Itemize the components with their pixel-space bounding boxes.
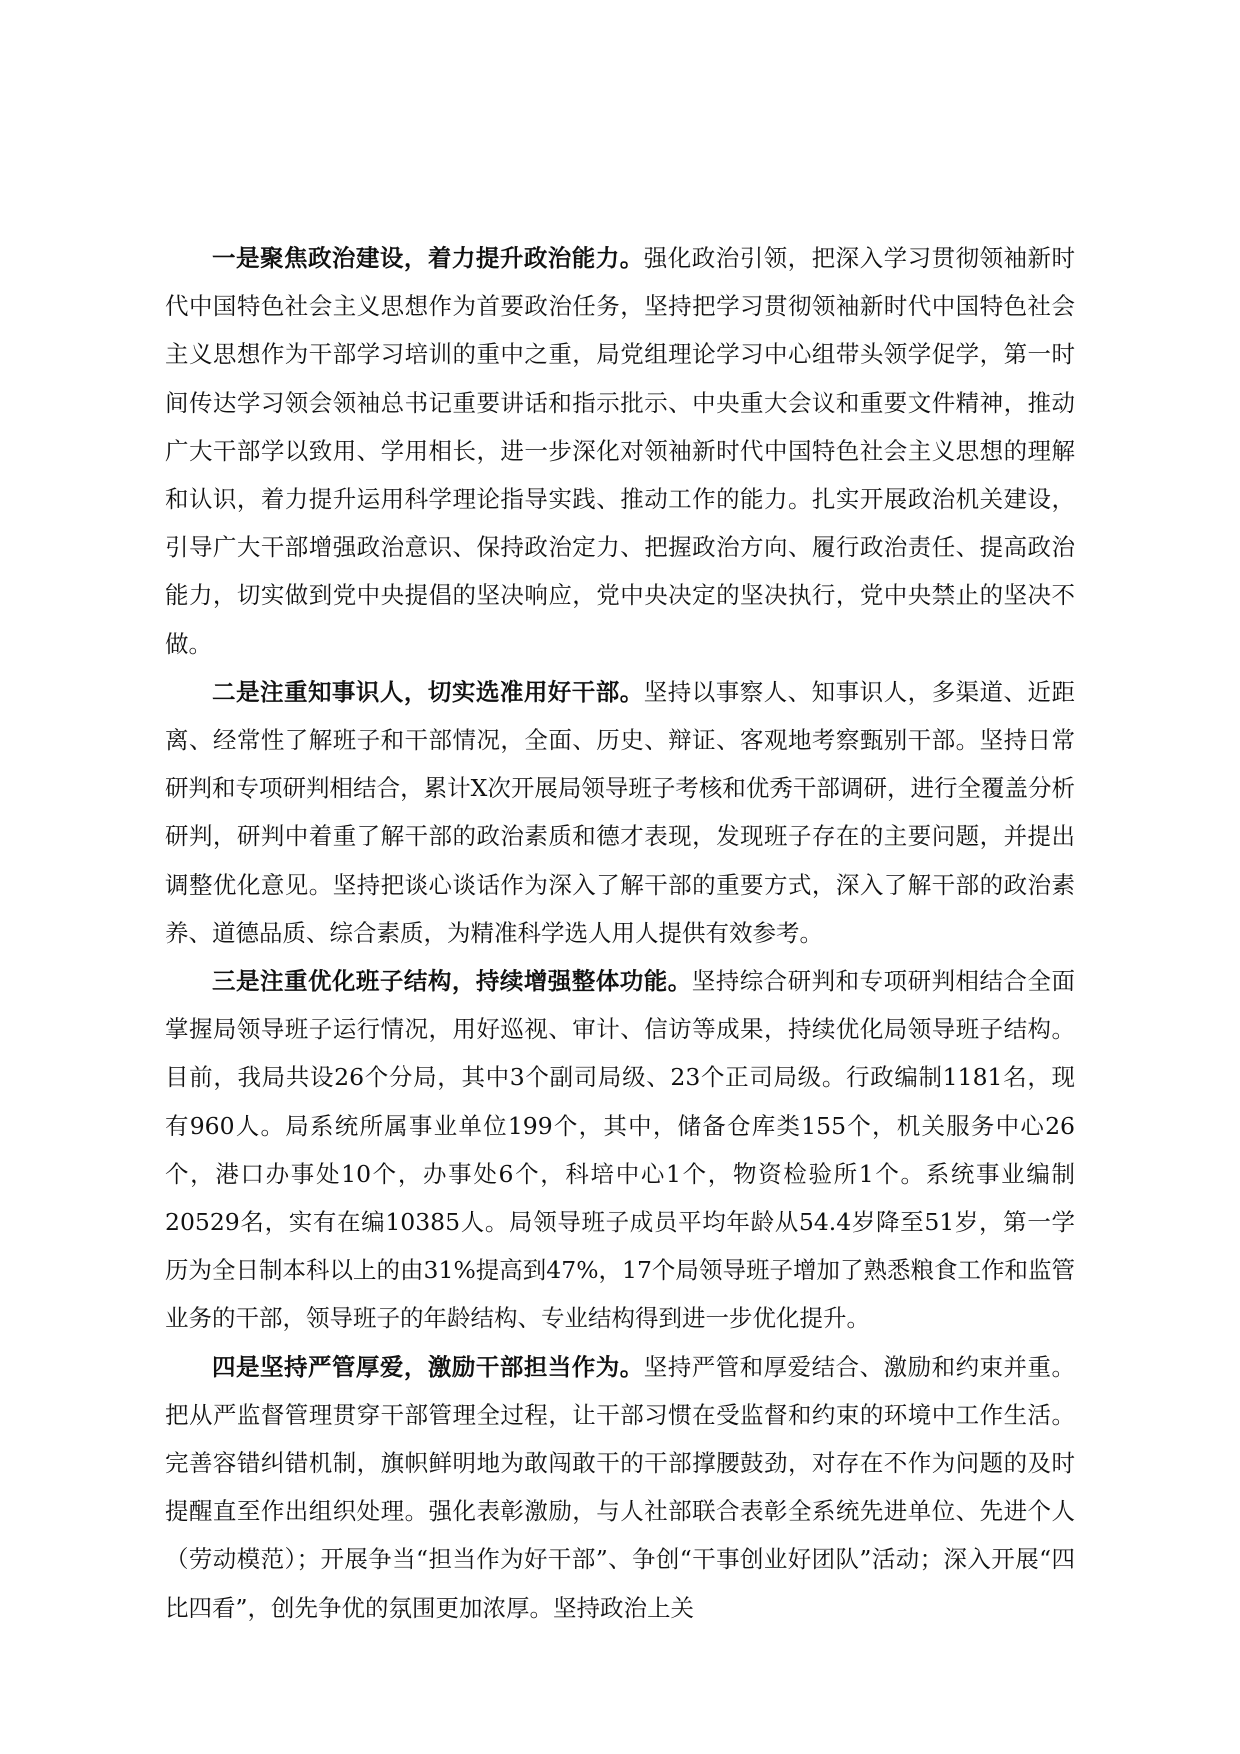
paragraph-team-structure [165,957,1075,1343]
paragraph-text: 坚持严管和厚爱结合、激励和约束并重。把从严监督管理贯穿干部管理全过程，让干部习惯在受监督和约束的环境中工作生活。完善容错纠错机制，旗帜鲜明地为敢闯敢干的干部撑腰鼓劲，对存在不作为问题的及时提醒直至作出组织处理。强化表彰激励，与人社部联合表彰全系统先进单位、先进个人（劳动模范）；开展争当“担当作为好干部”、争创“干事创业好团队”活动；深入开展“四比四看”，创先争优的氛围更加浓厚。坚持政治上关 [165,1352,1076,1622]
paragraph-text: 坚持以事察人、知事识人，多渠道、近距离、经常性了解班子和干部情况，全面、历史、辩证、客观地考察甄别干部。坚持日常研判和专项研判相结合，累计X次开展局领导班子考核和优秀干部调研，进行全覆盖分析研判，研判中着重了解干部的政治素质和德才表现，发现班子存在的主要问题，并提出调整优化意见。坚持把谈心谈话作为深入了解干部的重要方式，深入了解干部的政治素养、道德品质、综合素质，为精准科学选人用人提供有效参考。 [165,677,1076,947]
document-body [165,234,1075,1632]
paragraph-political-construction [165,234,1075,668]
paragraph-heading: 三是注重优化班子结构，持续增强整体功能。 [212,967,692,996]
paragraph-cadre-selection [165,668,1075,957]
paragraph-text: 坚持综合研判和专项研判相结合全面掌握局领导班子运行情况，用好巡视、审计、信访等成果，持续优化局领导班子结构。目前，我局共设26个分局，其中3个副司局级、23个正司局级。行政编制1181名，现有960人。局系统所属事业单位199个，其中，储备仓库类155个，机关服务中心26个，港口办事处10个，办事处6个，科培中心1个，物资检验所1个。系统事业编制20529名，实有在编10385人。局领导班子成员平均年龄从54.4岁降至51岁，第一学历为全日制本科以上的由31%提高到47%，17个局领导班子增加了熟悉粮食工作和监管业务的干部，领导班子的年龄结构、专业结构得到进一步优化提升。 [165,967,1076,1333]
paragraph-text: 强化政治引领，把深入学习贯彻领袖新时代中国特色社会主义思想作为首要政治任务，坚持把学习贯彻领袖新时代中国特色社会主义思想作为干部学习培训的重中之重，局党组理论学习中心组带头领学促学，第一时间传达学习领会领袖总书记重要讲话和指示批示、中央重大会议和重要文件精神，推动广大干部学以致用、学用相长，进一步深化对领袖新时代中国特色社会主义思想的理解和认识，着力提升运用科学理论指导实践、推动工作的能力。扎实开展政治机关建设，引导广大干部增强政治意识、保持政治定力、把握政治方向、履行政治责任、提高政治能力，切实做到党中央提倡的坚决响应，党中央决定的坚决执行，党中央禁止的坚决不做。 [165,244,1076,658]
paragraph-heading: 一是聚焦政治建设，着力提升政治能力。 [212,244,644,272]
paragraph-strict-management [165,1343,1075,1632]
paragraph-heading: 二是注重知事识人，切实选准用好干部。 [212,677,644,706]
paragraph-heading: 四是坚持严管厚爱，激励干部担当作为。 [212,1352,644,1381]
